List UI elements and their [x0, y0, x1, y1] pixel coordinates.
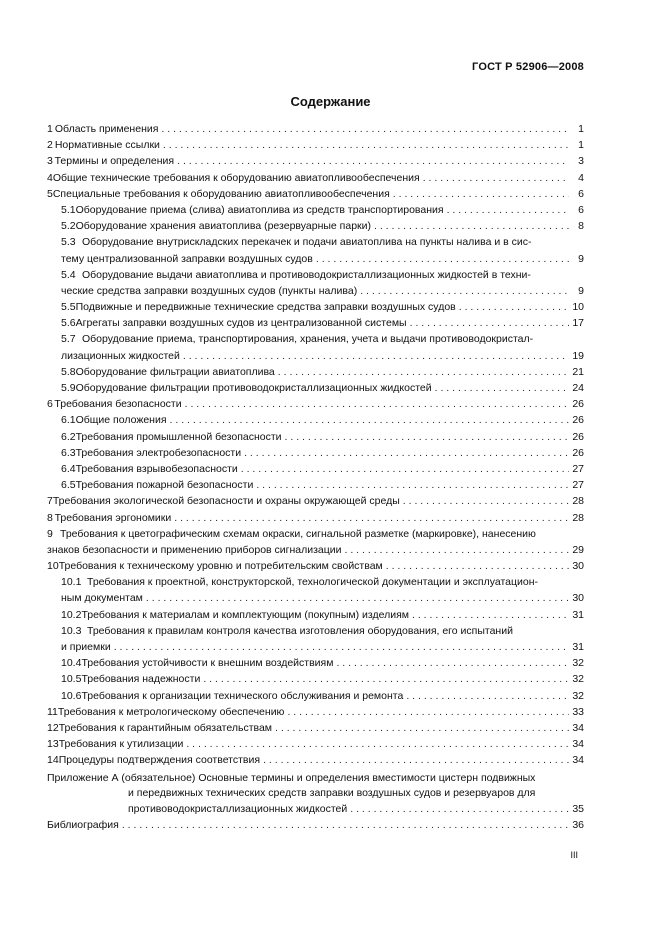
toc-entry-number: 10.1 [61, 576, 82, 589]
dot-leader [186, 736, 569, 752]
toc-entry[interactable] [47, 315, 584, 331]
toc-entry-line [61, 639, 584, 655]
toc-entry-text: Требования взрывобезопасности [75, 462, 238, 475]
toc-entry-line [47, 186, 584, 202]
toc-entry-line [47, 802, 584, 818]
toc-entry-text: Оборудование внутрискладских перекачек и подачи авиатоплива на пункты налива и в сис- [82, 236, 532, 249]
toc-entry-appendix[interactable] [47, 771, 584, 818]
toc-entry-page: 34 [572, 738, 584, 751]
toc-entry[interactable] [47, 396, 584, 412]
toc-entry-line [61, 283, 584, 299]
toc-entry-line [47, 720, 584, 736]
toc-entry-text: Требования пожарной безопасности [75, 479, 254, 492]
toc-entry-line [47, 396, 584, 412]
toc-entry[interactable] [47, 267, 584, 299]
toc-entry-line [47, 526, 584, 542]
toc-entry-page: 32 [572, 673, 584, 686]
toc-entry-page: 31 [572, 608, 584, 621]
toc-entry[interactable] [47, 364, 584, 380]
toc-entry-number: 10.6 [61, 689, 82, 702]
toc-entry-text: лизационных жидкостей [61, 349, 180, 362]
toc-entry-number: 11 [47, 705, 58, 718]
toc-entry-text: Требования промышленной безопасности [75, 430, 282, 443]
toc-entry[interactable] [47, 688, 584, 704]
toc-entry-line [47, 817, 584, 833]
toc-entry[interactable] [47, 720, 584, 736]
toc-entry-number: 5.6 [61, 317, 76, 330]
toc-entry-page: 24 [572, 382, 584, 394]
toc-entry-page: 26 [572, 414, 584, 427]
toc-entry-text: ческие средства заправки воздушных судов (пункты налива) [61, 284, 358, 297]
dot-leader [256, 477, 569, 493]
toc-entry[interactable] [47, 186, 584, 202]
dot-leader [122, 817, 569, 833]
toc-entry-number: 10 [47, 560, 59, 573]
toc-entry[interactable] [47, 380, 584, 396]
toc-entry-number: 5.1 [61, 203, 76, 216]
toc-entry-line [61, 671, 584, 687]
dot-leader [410, 315, 569, 331]
toc-entry-line [47, 153, 584, 169]
toc-entry-number: 8 [47, 511, 53, 524]
toc-entry-text: Нормативные ссылки [54, 139, 160, 152]
dot-leader [114, 639, 569, 655]
toc-entry-page: 21 [572, 365, 584, 378]
toc-entry[interactable] [47, 153, 584, 169]
toc-entry-page: 6 [578, 203, 584, 216]
toc-entry-text: Требования к организации технического обслуживания и ремонта [81, 689, 404, 702]
toc-entry[interactable] [47, 121, 584, 137]
toc-entry-line [61, 412, 584, 428]
toc-entry-text: знаков безопасности и применению приборов сигнализации [47, 543, 342, 556]
dot-leader [345, 542, 569, 558]
toc-entry-line [61, 429, 584, 445]
toc-entry-number: 7 [47, 495, 53, 508]
toc-entry-page: 32 [572, 657, 584, 670]
toc-entry-line [61, 218, 584, 234]
toc-entry-text: Требования к гарантийным обязательствам [58, 721, 273, 734]
toc-entry[interactable] [47, 299, 584, 315]
toc-entry-page: 34 [572, 754, 584, 767]
toc-entry-page: 17 [572, 317, 584, 330]
toc-entry-line [61, 267, 584, 283]
toc-entry-line [61, 461, 584, 477]
dot-leader [183, 348, 569, 364]
toc-entry-number: 5 [47, 187, 53, 200]
toc-entry-text: Требования к проектной, конструкторской, технологической документации и эксплуатацион- [87, 576, 539, 589]
dot-leader [447, 202, 569, 218]
toc-entry-line [61, 315, 584, 331]
toc-entry[interactable] [47, 671, 584, 687]
toc-entry[interactable] [47, 704, 584, 720]
toc-entry-number: 10.2 [61, 608, 82, 621]
toc-entry-line [61, 251, 584, 267]
toc-entry-page: 35 [572, 802, 584, 815]
toc-entry-page: 19 [572, 349, 584, 362]
toc-entry-line [47, 542, 584, 558]
toc-entry-number: 10.3 [61, 624, 82, 637]
toc-entry-line [61, 688, 584, 704]
dot-leader [374, 218, 569, 234]
toc-entry-text: Требования к техническому уровню и потребительским свойствам [58, 560, 383, 573]
toc-entry-text: Требования эргономики [54, 511, 172, 524]
toc-entry-number: 12 [47, 721, 59, 734]
toc-entry-line [61, 477, 584, 493]
toc-entry[interactable] [47, 477, 584, 493]
toc-entry-text: Оборудование фильтрации авиатоплива [75, 365, 275, 378]
toc-entry-text: Библиография [47, 819, 119, 831]
toc-entry-line [47, 493, 584, 509]
toc-entry-line [61, 445, 584, 461]
toc-entry-number: 5.4 [61, 268, 76, 281]
toc-entry-number: 5.8 [61, 365, 76, 378]
toc-entry-number: 6.5 [61, 479, 76, 492]
toc-entry-number: 3 [47, 155, 53, 168]
toc-entry-page: 31 [572, 641, 584, 653]
toc-entry-text: Требования электробезопасности [75, 446, 242, 459]
toc-entry-line [61, 655, 584, 671]
toc-entry-page: 32 [572, 689, 584, 702]
toc-entry-number: 14 [47, 754, 59, 767]
toc-entry-page: 26 [572, 446, 584, 459]
toc-entry-page: 29 [572, 543, 584, 556]
page-number: III [570, 850, 578, 860]
dot-leader [170, 412, 569, 428]
toc-entry-text: Требования экологической безопасности и охраны окружающей среды [52, 495, 400, 508]
toc-entry-text: Общие положения [75, 414, 167, 427]
toc-entry-text: Термины и определения [54, 155, 175, 168]
toc-entry-line [61, 299, 584, 315]
toc-entry-text: Область применения [54, 123, 159, 135]
toc-entry-text: и приемки [61, 641, 111, 653]
dot-leader [403, 493, 569, 509]
toc-entry[interactable] [47, 493, 584, 509]
toc-entry-text: Требования к правилам контроля качества изготовления оборудования, его испытаний [87, 624, 513, 637]
toc-entry-text: Специальные требования к оборудованию авиатопливообеспечения [52, 187, 390, 200]
toc-entry-text: Требования к материалам и комплектующим (покупным) изделиям [81, 608, 409, 621]
toc-entry-line [47, 752, 584, 768]
dot-leader [244, 445, 569, 461]
toc-entry-line [61, 331, 584, 347]
toc-entry-line [47, 736, 584, 752]
toc-entry-text: Агрегаты заправки воздушных судов из централизованной системы [75, 317, 407, 330]
toc-entry-text: Требования к цветографическим схемам окраски, сигнальной разметке (маркировке), нанесению [60, 527, 536, 540]
toc-entry-page: 27 [572, 479, 584, 492]
dot-leader [163, 137, 569, 153]
toc-entry-line [61, 380, 584, 396]
dot-leader [177, 153, 569, 169]
dot-leader [360, 283, 569, 299]
toc-entry-text: Оборудование хранения авиатоплива (резервуарные парки) [75, 220, 371, 233]
toc-entry-line [47, 510, 584, 526]
toc-entry-page: 27 [572, 462, 584, 475]
toc-entry-text: тему централизованной заправки воздушных судов [61, 252, 313, 265]
toc-entry-text: Оборудование выдачи авиатоплива и противоводокристаллизационных жидкостей в техни- [82, 268, 531, 281]
dot-leader [278, 364, 569, 380]
toc-entry-page: 30 [572, 560, 584, 573]
toc-entry-page: 33 [572, 705, 584, 718]
toc-entry-text: Оборудование приема (слива) авиатоплива из средств транспортирования [75, 203, 444, 216]
dot-leader [412, 607, 569, 623]
toc-entry-number: 10.5 [61, 673, 82, 686]
dot-leader [406, 688, 569, 704]
toc-entry-line [47, 771, 584, 787]
toc-entry[interactable] [47, 170, 584, 186]
toc-entry-text: и передвижных технических средств заправки воздушных судов и резервуаров для [128, 787, 536, 799]
dot-leader [161, 121, 569, 137]
toc-entry[interactable] [47, 218, 584, 234]
toc-entry[interactable] [47, 461, 584, 477]
toc-entry-text: Оборудование приема, транспортирования, хранения, учета и выдачи противоводокристал- [82, 333, 534, 346]
dot-leader [185, 396, 569, 412]
toc-entry-page: 34 [572, 721, 584, 734]
toc-entry-page: 6 [578, 187, 584, 200]
dot-leader [275, 720, 569, 736]
dot-leader [263, 752, 569, 768]
dot-leader [423, 170, 569, 186]
toc-entry-number: 13 [47, 738, 59, 751]
toc-entry-line [61, 590, 584, 606]
toc-entry-number: 5.3 [61, 236, 76, 249]
toc-entry-number: 5.5 [61, 301, 76, 314]
toc-entry-page: 8 [578, 220, 584, 233]
dot-leader [459, 299, 569, 315]
toc-entry-page: 9 [578, 284, 584, 297]
toc-entry-text: Требования к метрологическому обеспечению [57, 705, 285, 718]
toc-entry[interactable] [47, 526, 584, 558]
toc-entry[interactable] [47, 412, 584, 428]
toc-entry[interactable] [47, 558, 584, 574]
toc-entry-number: 4 [47, 171, 53, 184]
toc-entry[interactable] [47, 137, 584, 153]
toc-entry-number: 2 [47, 139, 53, 152]
toc-entry-line [61, 202, 584, 218]
toc-entry[interactable] [47, 202, 584, 218]
toc-entry-line [47, 558, 584, 574]
toc-entry-number: 5.9 [61, 382, 76, 394]
toc-entry-line [61, 234, 584, 250]
document-code: ГОСТ Р 52906—2008 [472, 61, 584, 73]
toc-entry-text: противоводокристаллизационных жидкостей [128, 802, 348, 815]
dot-leader [285, 429, 569, 445]
toc-entry-number: 10.4 [61, 657, 82, 670]
toc-entry-number: 6.3 [61, 446, 76, 459]
toc-entry[interactable] [47, 429, 584, 445]
toc-entry[interactable] [47, 607, 584, 623]
toc-entry-page: 26 [572, 430, 584, 443]
toc-entry-page: 28 [572, 511, 584, 524]
toc-entry-number: 6.2 [61, 430, 76, 443]
toc-entry-line [47, 137, 584, 153]
toc-entry-line [47, 170, 584, 186]
toc-entry-number: 6.4 [61, 462, 76, 475]
toc-entry-line [47, 704, 584, 720]
toc-entry-page: 26 [572, 398, 584, 411]
dot-leader [336, 655, 569, 671]
dot-leader [350, 802, 569, 818]
toc-entry-text: ным документам [61, 592, 143, 605]
toc-entry-number: 5.2 [61, 220, 76, 233]
toc-entry-text: Требования надежности [81, 673, 201, 686]
toc-entry-text: Оборудование фильтрации противоводокристаллизационных жидкостей [75, 382, 432, 394]
table-of-contents [47, 121, 584, 833]
toc-entry[interactable] [47, 445, 584, 461]
toc-entry-text: Требования к утилизации [58, 738, 184, 751]
toc-entry-line [61, 623, 584, 639]
toc-entry[interactable] [47, 574, 584, 606]
dot-leader [435, 380, 569, 396]
toc-entry-line [61, 574, 584, 590]
toc-entry-page: 4 [578, 171, 584, 184]
toc-entry-page: 36 [572, 819, 584, 831]
toc-entry[interactable] [47, 234, 584, 266]
toc-entry-text: Требования устойчивости к внешним воздействиям [81, 657, 334, 670]
toc-entry-text: Приложение А (обязательное) Основные термины и определения вместимости цистерн подвижных [47, 771, 536, 784]
toc-entry[interactable] [47, 623, 584, 655]
toc-entry-text: Требования безопасности [54, 398, 182, 411]
toc-entry-text: Общие технические требования к оборудованию авиатопливообеспечения [52, 171, 420, 184]
toc-entry-number: 5.7 [61, 333, 76, 346]
dot-leader [146, 590, 569, 606]
toc-entry-bibliography[interactable] [47, 817, 584, 833]
dot-leader [386, 558, 569, 574]
toc-entry-number: 9 [47, 527, 53, 540]
toc-entry-line [61, 348, 584, 364]
dot-leader [393, 186, 569, 202]
toc-entry[interactable] [47, 752, 584, 768]
toc-entry[interactable] [47, 331, 584, 363]
toc-entry-page: 30 [572, 592, 584, 605]
toc-entry-text: Процедуры подтверждения соответствия [58, 754, 261, 767]
toc-title: Содержание [290, 94, 371, 109]
toc-entry-line [47, 786, 584, 802]
toc-entry-line [61, 607, 584, 623]
toc-entry-number: 1 [47, 123, 53, 135]
toc-entry[interactable] [47, 736, 584, 752]
toc-entry[interactable] [47, 510, 584, 526]
dot-leader [316, 251, 569, 267]
toc-entry-line [47, 121, 584, 137]
toc-entry[interactable] [47, 655, 584, 671]
dot-leader [241, 461, 569, 477]
toc-entry-page: 28 [572, 495, 584, 508]
toc-entry-page: 1 [578, 123, 584, 135]
toc-entry-page: 3 [578, 155, 584, 168]
toc-entry-page: 10 [572, 301, 584, 314]
toc-entry-number: 6 [47, 398, 53, 411]
toc-entry-number: 6.1 [61, 414, 76, 427]
toc-entry-text: Подвижные и передвижные технические средства заправки воздушных судов [75, 301, 456, 314]
dot-leader [287, 704, 569, 720]
toc-entry-line [61, 364, 584, 380]
toc-entry-page: 9 [578, 252, 584, 265]
toc-entry-page: 1 [578, 139, 584, 152]
dot-leader [174, 510, 569, 526]
dot-leader [203, 671, 569, 687]
